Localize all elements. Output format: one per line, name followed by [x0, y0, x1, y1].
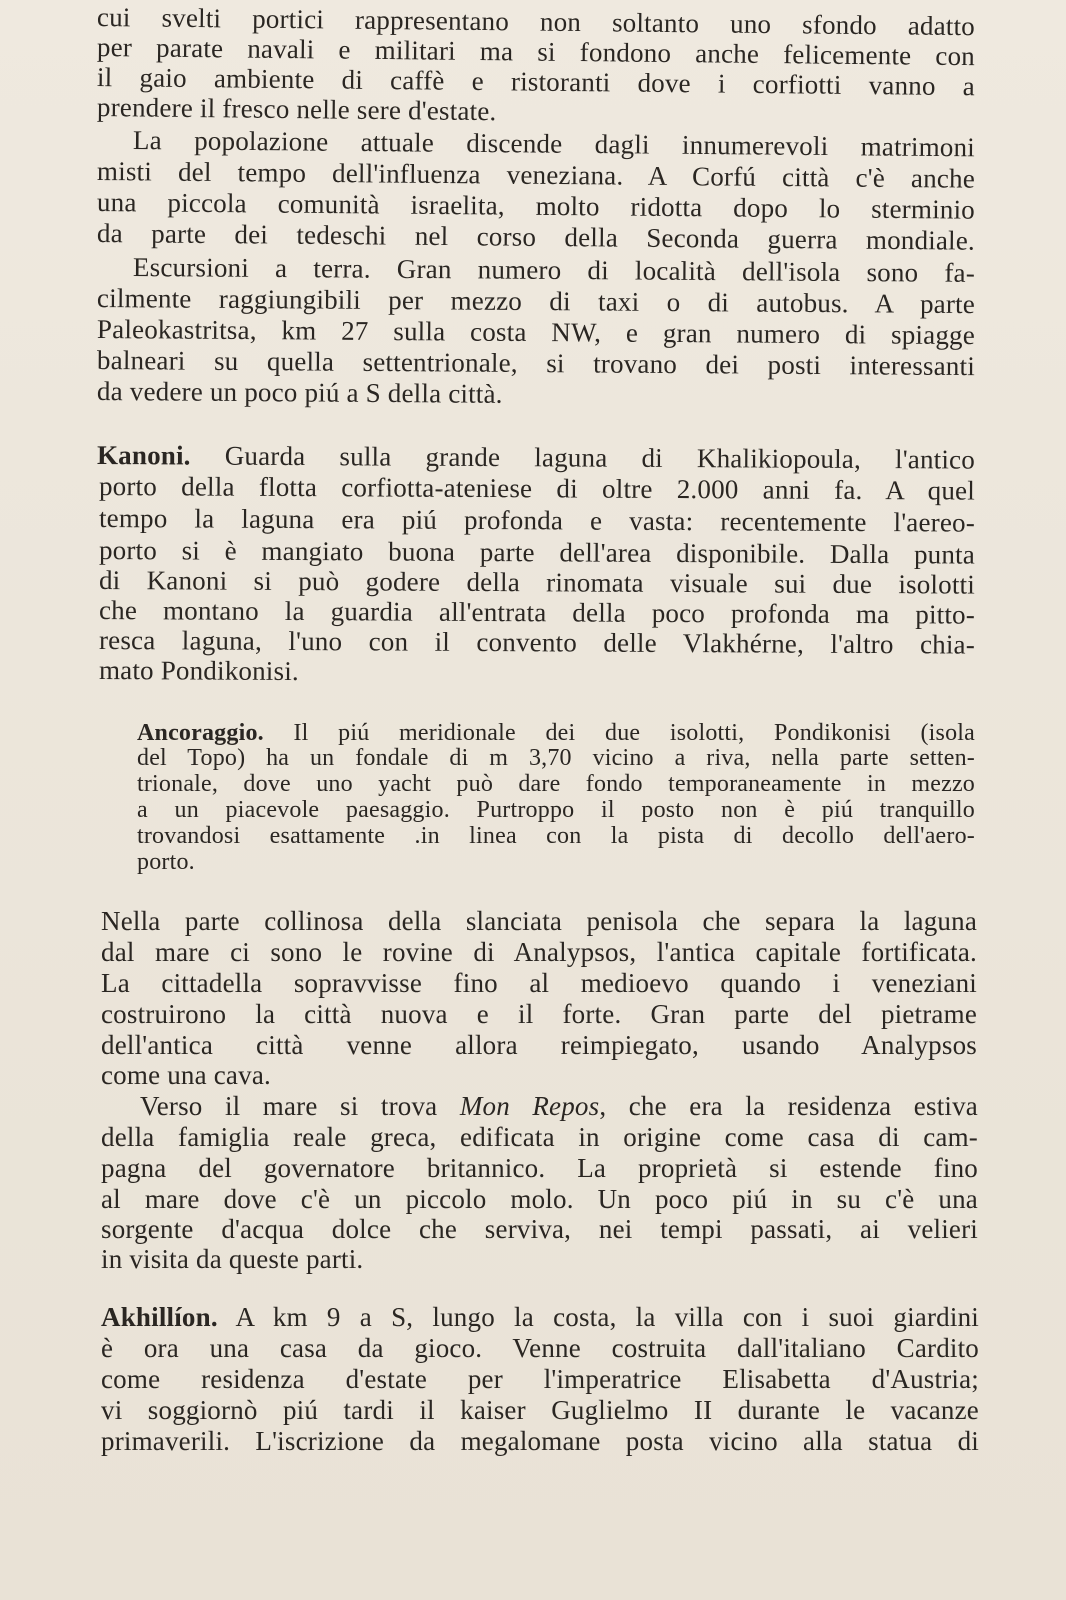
text-line: pagna del governatore britannico. La proprietà si estende fino	[101, 1153, 978, 1183]
text-line: in visita da queste parti.	[101, 1244, 364, 1274]
text-line: a un piacevole paesaggio. Purtroppo il posto non è piú tranquillo	[137, 797, 975, 823]
text-line: costruirono la città nuova e il forte. Gran parte del pietrame	[101, 999, 977, 1029]
text-line: di Kanoni si può godere della rinomata visuale sui due isolotti	[98, 565, 976, 600]
text-line: cui svelti portici rappresentano non soltanto uno sfondo adatto	[96, 2, 976, 42]
text-line: Paleokastritsa, km 27 sulla costa NW, e gran numero di spiagge	[96, 314, 976, 351]
text-line: della famiglia reale greca, edificata in origine come casa di cam-	[101, 1122, 978, 1152]
text-span: A km 9 a S, lungo la costa, la villa con i suoi giardini	[217, 1302, 979, 1332]
text-line: misti del tempo dell'influenza veneziana. A Corfú città c'è anche	[96, 156, 976, 194]
text-line	[97, 440, 975, 475]
text-line: per parate navali e militari ma si fondono anche felicemente con	[96, 32, 976, 72]
text-line: porto.	[137, 849, 195, 875]
text-line: prendere il fresco nelle sere d'estate.	[96, 92, 497, 127]
text-line: dal mare ci sono le rovine di Analypsos, l'antica capitale fortificata.	[101, 937, 977, 967]
text-line: è ora una casa da gioco. Venne costruita dall'italiano Cardito	[101, 1333, 979, 1363]
text-line: vi soggiornò piú tardi il kaiser Guglielmo II durante le vacanze	[101, 1395, 979, 1425]
section-heading-kanoni: Kanoni.	[96, 440, 191, 471]
section-heading-akhillion: Akhillíon.	[101, 1302, 218, 1332]
text-line: resca laguna, l'uno con il convento delle Vlakhérne, l'altro chia-	[98, 625, 976, 660]
text-line: Escursioni a terra. Gran numero di località dell'isola sono fa-	[132, 252, 976, 288]
section-heading-anchorage: Ancoraggio.	[137, 720, 264, 746]
text-line: da vedere un poco piú a S della città.	[96, 376, 503, 409]
text-line: al mare dove c'è un piccolo molo. Un poco piú in su c'è una	[101, 1184, 978, 1214]
text-line	[137, 720, 975, 747]
text-line: una piccola comunità israelita, molto ridotta dopo lo sterminio	[96, 187, 976, 225]
text-line: trovandosi esattamente .in linea con la pista di decollo dell'aero-	[137, 823, 975, 849]
text-line: che montano la guardia all'entrata della poco profonda ma pitto-	[98, 595, 976, 630]
text-line: come una cava.	[101, 1060, 271, 1090]
text-line	[140, 1091, 978, 1121]
text-line: sorgente d'acqua dolce che serviva, nei tempi passati, ai velieri	[101, 1214, 978, 1244]
text-span: Il piú meridionale dei due isolotti, Pondikonisi (isola	[263, 720, 975, 746]
place-name-italic: Mon Repos	[459, 1091, 600, 1121]
text-span: , che era la residenza estiva	[599, 1091, 978, 1121]
text-line: dell'antica città venne allora reimpiegato, usando Analypsos	[101, 1030, 977, 1060]
text-line: primaverili. L'iscrizione da megalomane posta vicino alla statua di	[101, 1426, 979, 1456]
text-line: come residenza d'estate per l'imperatrice Elisabetta d'Austria;	[101, 1364, 979, 1394]
text-line: tempo la laguna era piú profonda e vasta: recentemente l'aereo-	[98, 503, 976, 538]
text-line: da parte dei tedeschi nel corso della Seconda guerra mondiale.	[96, 218, 976, 256]
text-line: cilmente raggiungibili per mezzo di taxi o di autobus. A parte	[96, 283, 976, 320]
text-line: balneari su quella settentrionale, si trovano dei posti interessanti	[96, 345, 976, 382]
text-line: porto si è mangiato buona parte dell'area disponibile. Dalla punta	[98, 535, 976, 570]
text-line: mato Pondikonisi.	[98, 655, 299, 687]
text-line: del Topo) ha un fondale di m 3,70 vicino a riva, nella parte setten-	[137, 745, 975, 771]
text-line: La popolazione attuale discende dagli innumerevoli matrimoni	[132, 125, 976, 163]
text-line: Nella parte collinosa della slanciata penisola che separa la laguna	[101, 906, 977, 936]
text-line: trionale, dove uno yacht può dare fondo temporaneamente in mezzo	[137, 771, 975, 797]
text-line: porto della flotta corfiotta-ateniese di oltre 2.000 anni fa. A quel	[98, 471, 976, 506]
text-span: Guarda sulla grande laguna di Khalikiopoula, l'antico	[190, 440, 976, 475]
text-line: La cittadella sopravvisse fino al medioevo quando i veneziani	[101, 968, 977, 998]
text-line: il gaio ambiente di caffè e ristoranti dove i corfiotti vanno a	[96, 62, 976, 102]
text-span: Verso il mare si trova	[140, 1091, 460, 1121]
text-line	[101, 1302, 979, 1332]
